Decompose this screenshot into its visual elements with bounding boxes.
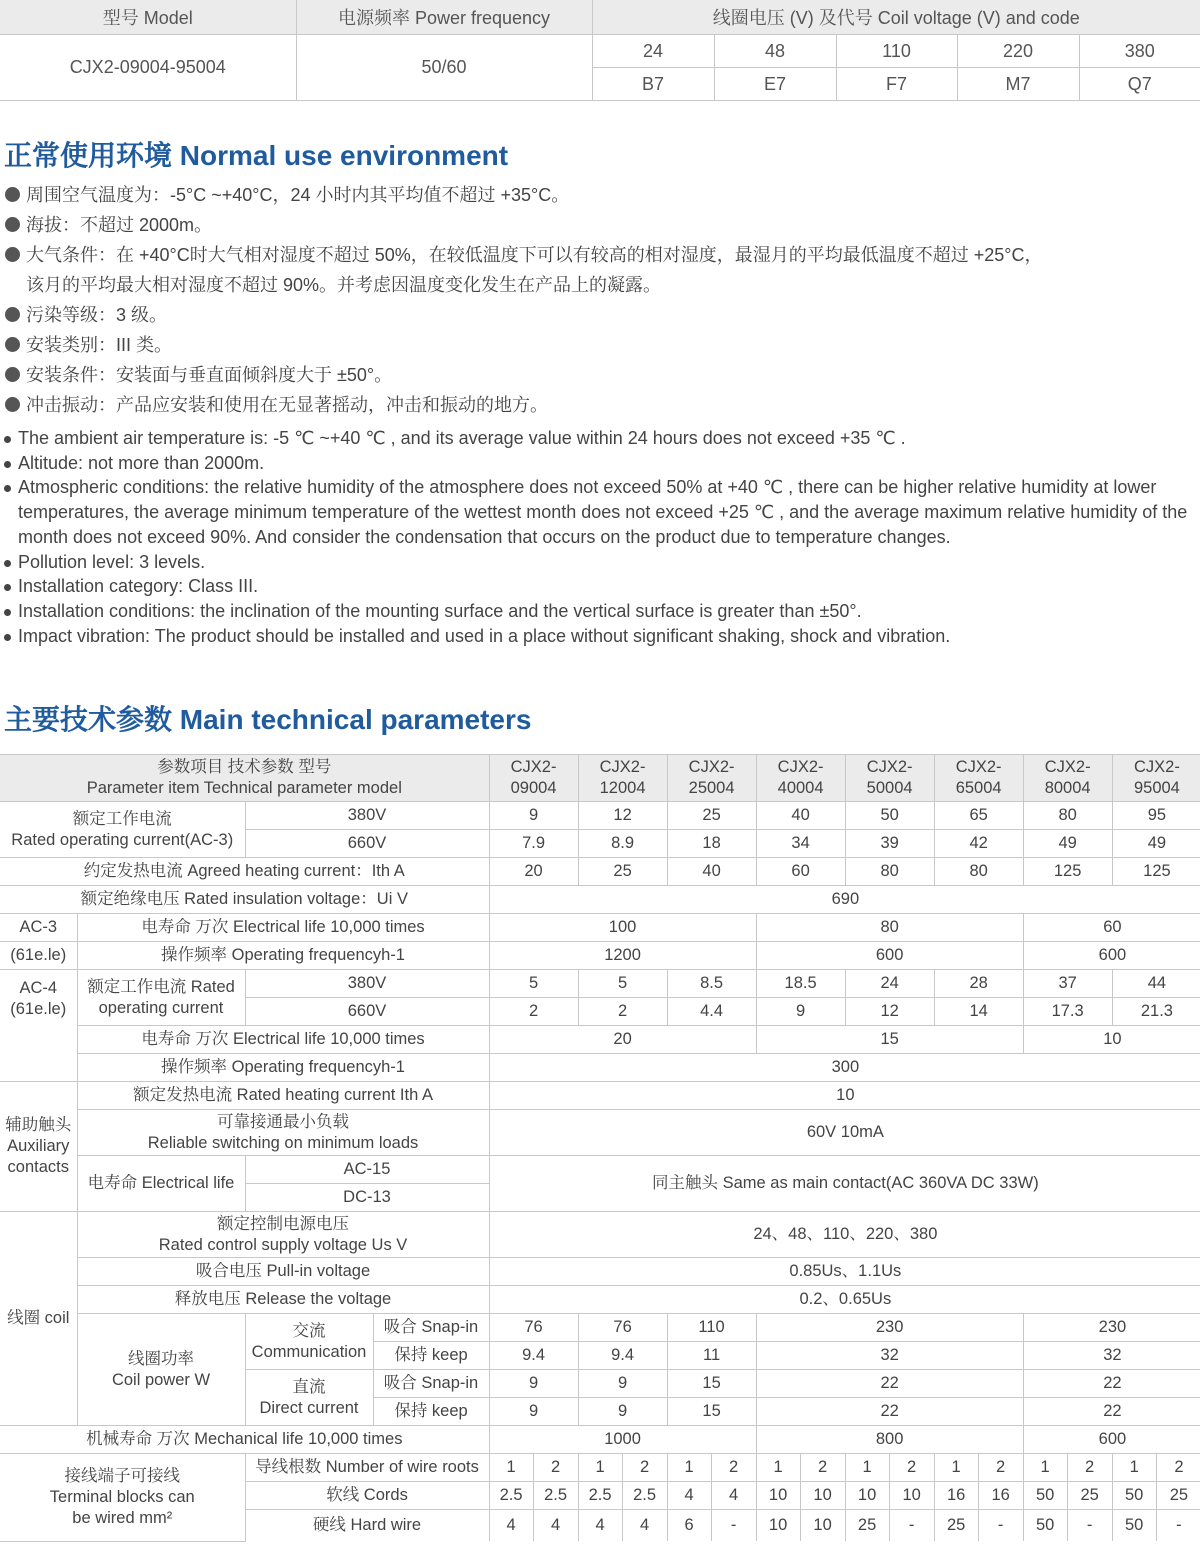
code-cell: Q7 <box>1079 68 1200 101</box>
value-cell: 15 <box>667 1398 756 1426</box>
table-text: 直流 <box>292 1377 326 1396</box>
terminal-value-cell: 4 <box>667 1482 711 1510</box>
env-item-en: Pollution level: 3 levels. <box>2 550 1198 575</box>
env-item-en: The ambient air temperature is: -5 ℃ ~+40 ℃ , and its average value within 24 hours does not exceed +35 ℃ . <box>2 426 1198 451</box>
value-cell: 60V 10mA <box>489 1110 1200 1156</box>
terminal-value-cell: - <box>1067 1510 1112 1542</box>
table-text: 95004 <box>1133 779 1180 797</box>
terminal-value-cell: 10 <box>800 1510 845 1542</box>
value-cell: 300 <box>489 1054 1200 1082</box>
value-cell: 42 <box>934 830 1023 858</box>
terminal-blocks-label <box>0 1454 245 1542</box>
terminal-value-cell: 4 <box>489 1510 533 1542</box>
header-coil-voltage: 线圈电压 (V) 及代号 Coil voltage (V) and code <box>592 0 1200 35</box>
value-cell: 9 <box>489 802 578 830</box>
terminal-value-cell: 10 <box>889 1482 934 1510</box>
rated-current-label <box>0 802 245 858</box>
terminal-value-cell: 6 <box>667 1510 711 1542</box>
value-cell: 15 <box>756 1026 1023 1054</box>
param-header-zh: 参数项目 技术参数 型号 <box>157 758 332 776</box>
ac-label <box>245 1314 373 1370</box>
value-cell: 14 <box>934 998 1023 1026</box>
value-cell: 49 <box>1112 830 1200 858</box>
ac3-label: AC-3 <box>0 914 77 942</box>
value-cell: 125 <box>1023 858 1112 886</box>
value-cell: 7.9 <box>489 830 578 858</box>
value-cell: 10 <box>489 1082 1200 1110</box>
terminal-value-cell: 2 <box>622 1454 667 1482</box>
table-text: (61e.le) <box>10 1000 67 1018</box>
value-cell: 690 <box>489 886 1200 914</box>
terminal-value-cell: 50 <box>1023 1482 1067 1510</box>
value-cell: 32 <box>756 1342 1023 1370</box>
table-text: CJX2- <box>955 758 1002 776</box>
heating-current-label: 约定发热电流 Agreed heating current：Ith A <box>0 858 489 886</box>
terminal-value-cell: 2 <box>800 1454 845 1482</box>
terminal-value-cell: 50 <box>1112 1482 1156 1510</box>
value-cell: 22 <box>1023 1370 1200 1398</box>
env-list-en <box>2 426 1198 648</box>
value-cell: 同主触头 Same as main contact(AC 360VA DC 33W) <box>489 1156 1200 1212</box>
table-text: Reliable switching on minimum loads <box>147 1133 419 1152</box>
value-cell: 8.9 <box>578 830 667 858</box>
value-cell: 49 <box>1023 830 1112 858</box>
terminal-value-cell: 1 <box>489 1454 533 1482</box>
terminal-value-cell: 2 <box>533 1454 578 1482</box>
table-text: CJX2- <box>688 758 735 776</box>
env-list-zh <box>2 180 1043 420</box>
value-cell: 9.4 <box>489 1342 578 1370</box>
value-cell: 37 <box>1023 970 1112 998</box>
value-cell: 65 <box>934 802 1023 830</box>
table-text: 12004 <box>599 779 646 797</box>
value-cell: 22 <box>1023 1398 1200 1426</box>
electrical-life-label: 电寿命 万次 Electrical life 10,000 times <box>77 1026 489 1054</box>
value-cell: 600 <box>756 942 1023 970</box>
value-cell: 2 <box>578 998 667 1026</box>
terminal-value-cell: 4 <box>622 1510 667 1542</box>
value-cell: 22 <box>756 1398 1023 1426</box>
value-cell: 4.4 <box>667 998 756 1026</box>
aux-heating-label: 额定发热电流 Rated heating current Ith A <box>77 1082 489 1110</box>
table-text: 65004 <box>955 779 1002 797</box>
value-cell: 80 <box>1023 802 1112 830</box>
terminal-value-cell: - <box>978 1510 1023 1542</box>
technical-parameters-table <box>0 754 1200 1542</box>
value-cell: 18 <box>667 830 756 858</box>
value-cell: 60 <box>1023 914 1200 942</box>
value-cell: 25 <box>667 802 756 830</box>
ac15-label: AC-15 <box>245 1156 489 1184</box>
table-text: 辅助触头 <box>5 1116 72 1134</box>
value-cell: 22 <box>756 1370 1023 1398</box>
voltage-cell: 380 <box>1079 35 1200 68</box>
terminal-value-cell: - <box>711 1510 756 1542</box>
terminal-value-cell: 25 <box>1156 1482 1200 1510</box>
value-cell: 5 <box>489 970 578 998</box>
value-cell: 40 <box>756 802 845 830</box>
model-header <box>756 755 845 802</box>
value-cell: 230 <box>756 1314 1023 1342</box>
table-text: be wired mm² <box>72 1508 173 1527</box>
value-cell: 100 <box>489 914 756 942</box>
value-cell: 5 <box>578 970 667 998</box>
terminal-value-cell: 1 <box>1112 1454 1156 1482</box>
model-header <box>934 755 1023 802</box>
terminal-value-cell: 10 <box>756 1510 800 1542</box>
value-cell: 17.3 <box>1023 998 1112 1026</box>
model-value: CJX2-09004-95004 <box>0 35 296 101</box>
mechanical-life-label: 机械寿命 万次 Mechanical life 10,000 times <box>0 1426 489 1454</box>
aux-electrical-life-label: 电寿命 Electrical life <box>77 1156 245 1212</box>
value-cell: 95 <box>1112 802 1200 830</box>
table-text: operating current <box>98 998 224 1017</box>
terminal-value-cell: 4 <box>533 1510 578 1542</box>
value-cell: 24、48、110、220、380 <box>489 1212 1200 1258</box>
env-item-zh-continued: 该月的平均最大相对湿度不超过 90%。并考虑因温度变化发生在产品上的凝露。 <box>26 275 662 295</box>
table-text: Communication <box>251 1342 367 1361</box>
header-model: 型号 Model <box>0 0 296 35</box>
header-frequency: 电源频率 Power frequency <box>296 0 592 35</box>
value-cell: 11 <box>667 1342 756 1370</box>
table-text: CJX2- <box>1044 758 1091 776</box>
code-cell: F7 <box>836 68 957 101</box>
snap-in-label: 吸合 Snap-in <box>373 1370 489 1398</box>
terminal-value-cell: 1 <box>1023 1454 1067 1482</box>
value-cell: 12 <box>845 998 934 1026</box>
table-text: 可靠接通最小负载 <box>217 1112 350 1131</box>
env-item-zh: 大气条件：在 +40°C时大气相对湿度不超过 50%，在较低温度下可以有较高的相对湿度，最湿月的平均最低温度不超过 +25°C， <box>2 240 1043 270</box>
value-cell: 28 <box>934 970 1023 998</box>
terminal-value-cell: 1 <box>845 1454 889 1482</box>
value-cell: 10 <box>1023 1026 1200 1054</box>
table-text: 80004 <box>1044 779 1091 797</box>
table-text: 额定工作电流 Rated <box>87 977 235 996</box>
terminal-value-cell: 1 <box>667 1454 711 1482</box>
electrical-life-label: 电寿命 万次 Electrical life 10,000 times <box>77 914 489 942</box>
terminal-value-cell: 2.5 <box>578 1482 622 1510</box>
terminal-value-cell: 4 <box>578 1510 622 1542</box>
dc-label <box>245 1370 373 1426</box>
value-cell: 20 <box>489 1026 756 1054</box>
value-cell: 25 <box>578 858 667 886</box>
table-text: CJX2- <box>1133 758 1180 776</box>
value-cell: 110 <box>667 1314 756 1342</box>
value-cell: 0.2、0.65Us <box>489 1286 1200 1314</box>
terminal-value-cell: 2.5 <box>533 1482 578 1510</box>
value-cell: 125 <box>1112 858 1200 886</box>
value-cell: 32 <box>1023 1342 1200 1370</box>
value-cell: 80 <box>845 858 934 886</box>
table-text: contacts <box>7 1158 69 1176</box>
terminal-value-cell: 2 <box>889 1454 934 1482</box>
coil-power-label <box>77 1314 245 1426</box>
value-cell: 1200 <box>489 942 756 970</box>
value-cell: 34 <box>756 830 845 858</box>
terminal-value-cell: 50 <box>1112 1510 1156 1542</box>
table-text: CJX2- <box>510 758 557 776</box>
value-cell: 230 <box>1023 1314 1200 1342</box>
code-cell: B7 <box>592 68 714 101</box>
value-cell: 15 <box>667 1370 756 1398</box>
value-cell: 8.5 <box>667 970 756 998</box>
code-cell: E7 <box>714 68 836 101</box>
table-text: Auxiliary <box>7 1137 70 1155</box>
dc13-label: DC-13 <box>245 1184 489 1212</box>
value-cell: 2 <box>489 998 578 1026</box>
params-section-title: 主要技术参数 Main technical parameters <box>4 704 532 735</box>
model-header <box>1112 755 1200 802</box>
value-cell: 18.5 <box>756 970 845 998</box>
table-text: Coil power W <box>111 1370 211 1389</box>
terminal-value-cell: - <box>889 1510 934 1542</box>
terminal-value-cell: 10 <box>845 1482 889 1510</box>
value-cell: 21.3 <box>1112 998 1200 1026</box>
value-cell: 12 <box>578 802 667 830</box>
terminal-value-cell: 25 <box>845 1510 889 1542</box>
terminal-value-cell: 25 <box>1067 1482 1112 1510</box>
terminal-value-cell: 1 <box>756 1454 800 1482</box>
env-item-zh: 安装条件：安装面与垂直面倾斜度大于 ±50°。 <box>2 360 1043 390</box>
table-text: CJX2- <box>599 758 646 776</box>
terminal-value-cell: 2.5 <box>489 1482 533 1510</box>
model-header <box>489 755 578 802</box>
env-section-title: 正常使用环境 Normal use environment <box>4 140 509 171</box>
wire-roots-label: 导线根数 Number of wire roots <box>245 1454 489 1482</box>
ac4-current-label <box>77 970 245 1026</box>
value-cell: 1000 <box>489 1426 756 1454</box>
value-cell: 800 <box>756 1426 1023 1454</box>
frequency-value: 50/60 <box>296 35 592 101</box>
terminal-value-cell: 2.5 <box>622 1482 667 1510</box>
value-cell: 600 <box>1023 942 1200 970</box>
terminal-value-cell: 2 <box>1156 1454 1200 1482</box>
env-item-en: Installation conditions: the inclination of the mounting surface and the vertical surface is greater than ±50°. <box>2 599 1198 624</box>
terminal-value-cell: 50 <box>1023 1510 1067 1542</box>
table-text: 额定工作电流 <box>72 809 172 828</box>
env-item-zh: 污染等级：3 级。 <box>2 300 1043 330</box>
env-item-en: Atmospheric conditions: the relative humidity of the atmosphere does not exceed 50% at +40 ℃ , there can be higher relative humidity at lower temperatures, the average minimum temperature of the wettest month does not exceed +25 ℃ , and the average maximum relative humidity of the month does not exceed 90%. And consider the condensation that occurs on the product due to temperature changes. <box>2 475 1198 549</box>
param-header <box>0 755 489 802</box>
terminal-value-cell: 16 <box>978 1482 1023 1510</box>
model-header <box>1023 755 1112 802</box>
terminal-value-cell: 2 <box>1067 1454 1112 1482</box>
model-header <box>667 755 756 802</box>
snap-in-label: 吸合 Snap-in <box>373 1314 489 1342</box>
table-text: 09004 <box>510 779 557 797</box>
value-cell: 0.85Us、1.1Us <box>489 1258 1200 1286</box>
cords-label: 软线 Cords <box>245 1482 489 1510</box>
table-text: AC-4 <box>19 979 58 997</box>
voltage-cell: 48 <box>714 35 836 68</box>
terminal-value-cell: 16 <box>934 1482 978 1510</box>
value-cell: 24 <box>845 970 934 998</box>
keep-label: 保持 keep <box>373 1342 489 1370</box>
voltage-660-label: 660V <box>245 998 489 1026</box>
value-cell: 44 <box>1112 970 1200 998</box>
terminal-value-cell: 25 <box>934 1510 978 1542</box>
voltage-380-label: 380V <box>245 802 489 830</box>
value-cell: 9 <box>578 1398 667 1426</box>
control-voltage-label <box>77 1212 489 1258</box>
value-cell: 60 <box>756 858 845 886</box>
env-item-en: Altitude: not more than 2000m. <box>2 451 1198 476</box>
value-cell: 50 <box>845 802 934 830</box>
voltage-660-label: 660V <box>245 830 489 858</box>
voltage-cell: 110 <box>836 35 957 68</box>
env-item-en: Impact vibration: The product should be installed and used in a place without significant shaking, shock and vibration. <box>2 624 1198 649</box>
table-text: Rated control supply voltage Us V <box>158 1235 408 1254</box>
pull-in-voltage-label: 吸合电压 Pull-in voltage <box>77 1258 489 1286</box>
table-text: 25004 <box>688 779 735 797</box>
voltage-380-label: 380V <box>245 970 489 998</box>
value-cell: 80 <box>756 914 1023 942</box>
auxiliary-contacts-label <box>0 1082 77 1212</box>
value-cell: 20 <box>489 858 578 886</box>
env-item-zh: 安装类别：III 类。 <box>2 330 1043 360</box>
env-item-zh: 周围空气温度为：-5°C ~+40°C，24 小时内其平均值不超过 +35°C。 <box>2 180 1043 210</box>
table-text: Terminal blocks can <box>49 1487 195 1506</box>
table-text: Direct current <box>259 1398 359 1417</box>
value-cell: 9 <box>489 1398 578 1426</box>
terminal-value-cell: 10 <box>756 1482 800 1510</box>
ac3-sublabel: (61e.le) <box>0 942 77 970</box>
operating-frequency-label: 操作频率 Operating frequencyh-1 <box>77 1054 489 1082</box>
value-cell: 9.4 <box>578 1342 667 1370</box>
aux-min-load-label <box>77 1110 489 1156</box>
env-item-zh: 海拔：不超过 2000m。 <box>2 210 1043 240</box>
env-item-zh: 冲击振动：产品应安装和使用在无显著摇动，冲击和振动的地方。 <box>2 390 1043 420</box>
release-voltage-label: 释放电压 Release the voltage <box>77 1286 489 1314</box>
table-text: 额定控制电源电压 <box>217 1214 350 1233</box>
table-text: 接线端子可接线 <box>64 1466 180 1485</box>
value-cell: 80 <box>934 858 1023 886</box>
table-text: 40004 <box>777 779 824 797</box>
value-cell: 9 <box>578 1370 667 1398</box>
value-cell: 76 <box>489 1314 578 1342</box>
terminal-value-cell: - <box>1156 1510 1200 1542</box>
voltage-cell: 24 <box>592 35 714 68</box>
terminal-value-cell: 1 <box>578 1454 622 1482</box>
value-cell: 600 <box>1023 1426 1200 1454</box>
table-text: CJX2- <box>777 758 824 776</box>
voltage-cell: 220 <box>957 35 1079 68</box>
code-cell: M7 <box>957 68 1079 101</box>
coil-voltage-table <box>0 0 1200 101</box>
insulation-voltage-label: 额定绝缘电压 Rated insulation voltage：Ui V <box>0 886 489 914</box>
operating-frequency-label: 操作频率 Operating frequencyh-1 <box>77 942 489 970</box>
terminal-value-cell: 2 <box>978 1454 1023 1482</box>
keep-label: 保持 keep <box>373 1398 489 1426</box>
table-text: 线圈功率 <box>128 1349 194 1368</box>
env-item-en: Installation category: Class III. <box>2 574 1198 599</box>
terminal-value-cell: 10 <box>800 1482 845 1510</box>
value-cell: 9 <box>756 998 845 1026</box>
value-cell: 39 <box>845 830 934 858</box>
value-cell: 76 <box>578 1314 667 1342</box>
terminal-value-cell: 1 <box>934 1454 978 1482</box>
value-cell: 9 <box>489 1370 578 1398</box>
model-header <box>845 755 934 802</box>
table-text: 50004 <box>866 779 913 797</box>
terminal-value-cell: 2 <box>711 1454 756 1482</box>
hard-wire-label: 硬线 Hard wire <box>245 1510 489 1542</box>
value-cell: 40 <box>667 858 756 886</box>
terminal-value-cell: 4 <box>711 1482 756 1510</box>
table-text: 交流 <box>292 1321 326 1340</box>
coil-label: 线圈 coil <box>0 1212 77 1426</box>
param-header-en: Parameter item Technical parameter model <box>86 779 402 797</box>
ac4-label <box>0 970 77 1082</box>
table-text: CJX2- <box>866 758 913 776</box>
model-header <box>578 755 667 802</box>
table-text: Rated operating current(AC-3) <box>11 830 234 849</box>
